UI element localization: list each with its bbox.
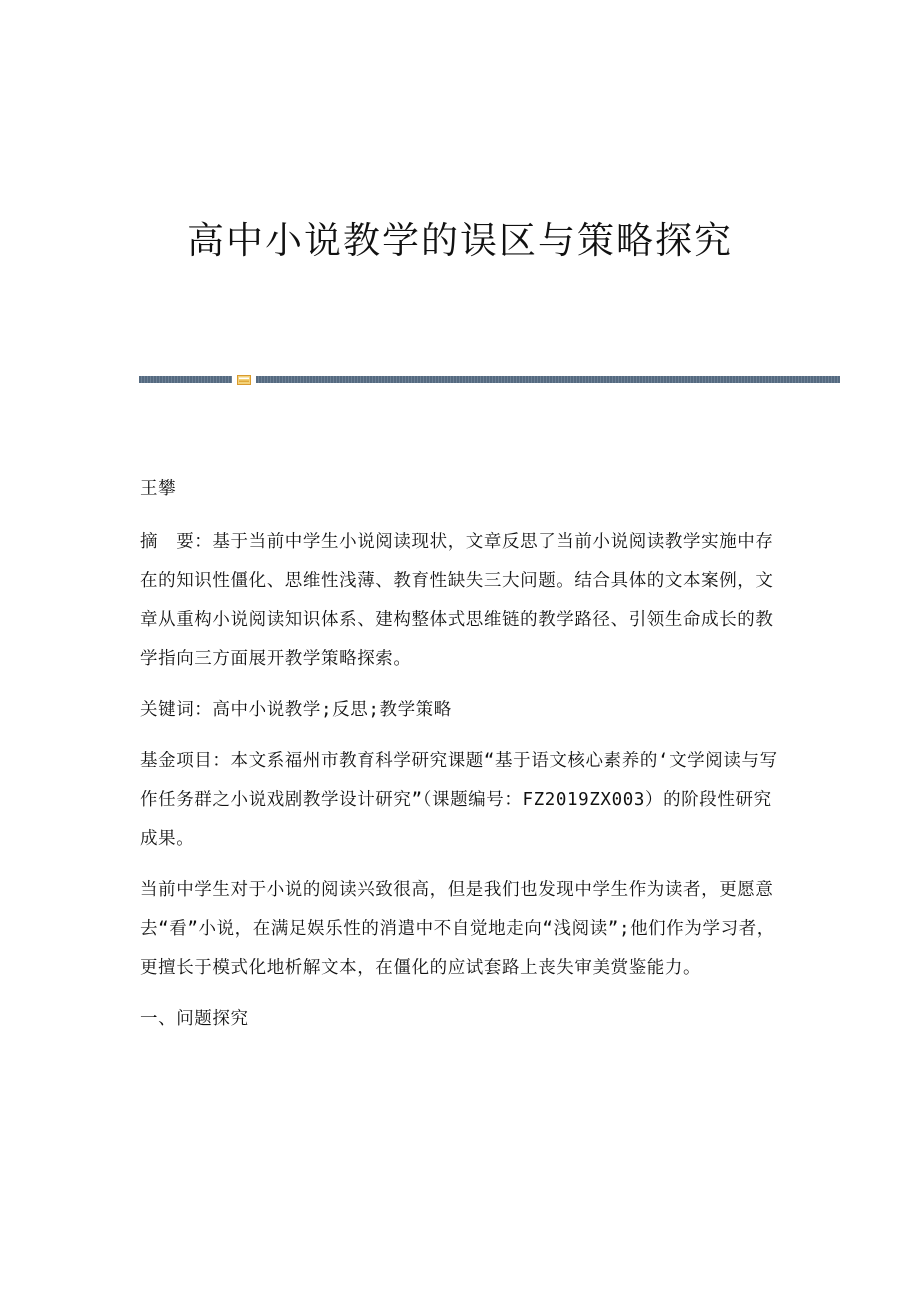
section-heading: 一、问题探究 xyxy=(140,1009,249,1029)
keywords-line: 关键词：高中小说教学;反思;教学策略 xyxy=(140,700,452,720)
title-divider xyxy=(139,375,840,385)
divider-bar-right xyxy=(256,376,840,383)
divider-bar-left xyxy=(139,376,232,383)
abstract-paragraph: 摘 要：基于当前中学生小说阅读现状，文章反思了当前小说阅读教学实施中存在的知识性僵化、思维性浅薄、教育性缺失三大问题。结合具体的文本案例，文章从重构小说阅读知识体系、建构整体式思维链的教学路径、引领生命成长的教学指向三方面展开教学策略探索。 xyxy=(140,532,774,669)
fund-project-paragraph: 基金项目：本文系福州市教育科学研究课题“基于语文核心素养的‘文学阅读与写作任务群之小说戏剧教学设计研究”（课题编号：FZ2019ZX003）的阶段性研究成果。 xyxy=(140,751,778,849)
author-name: 王攀 xyxy=(140,479,177,499)
page-title: 高中小说教学的误区与策略探究 xyxy=(187,219,733,262)
document-body xyxy=(140,470,785,1039)
body-paragraph: 当前中学生对于小说的阅读兴致很高，但是我们也发现中学生作为读者，更愿意去“看”小说，在满足娱乐性的消遣中不自觉地走向“浅阅读”;他们作为学习者，更擅长于模式化地析解文本，在僵化的应试套路上丧失审美赏鉴能力。 xyxy=(140,880,775,978)
divider-ornament-icon xyxy=(237,375,251,385)
